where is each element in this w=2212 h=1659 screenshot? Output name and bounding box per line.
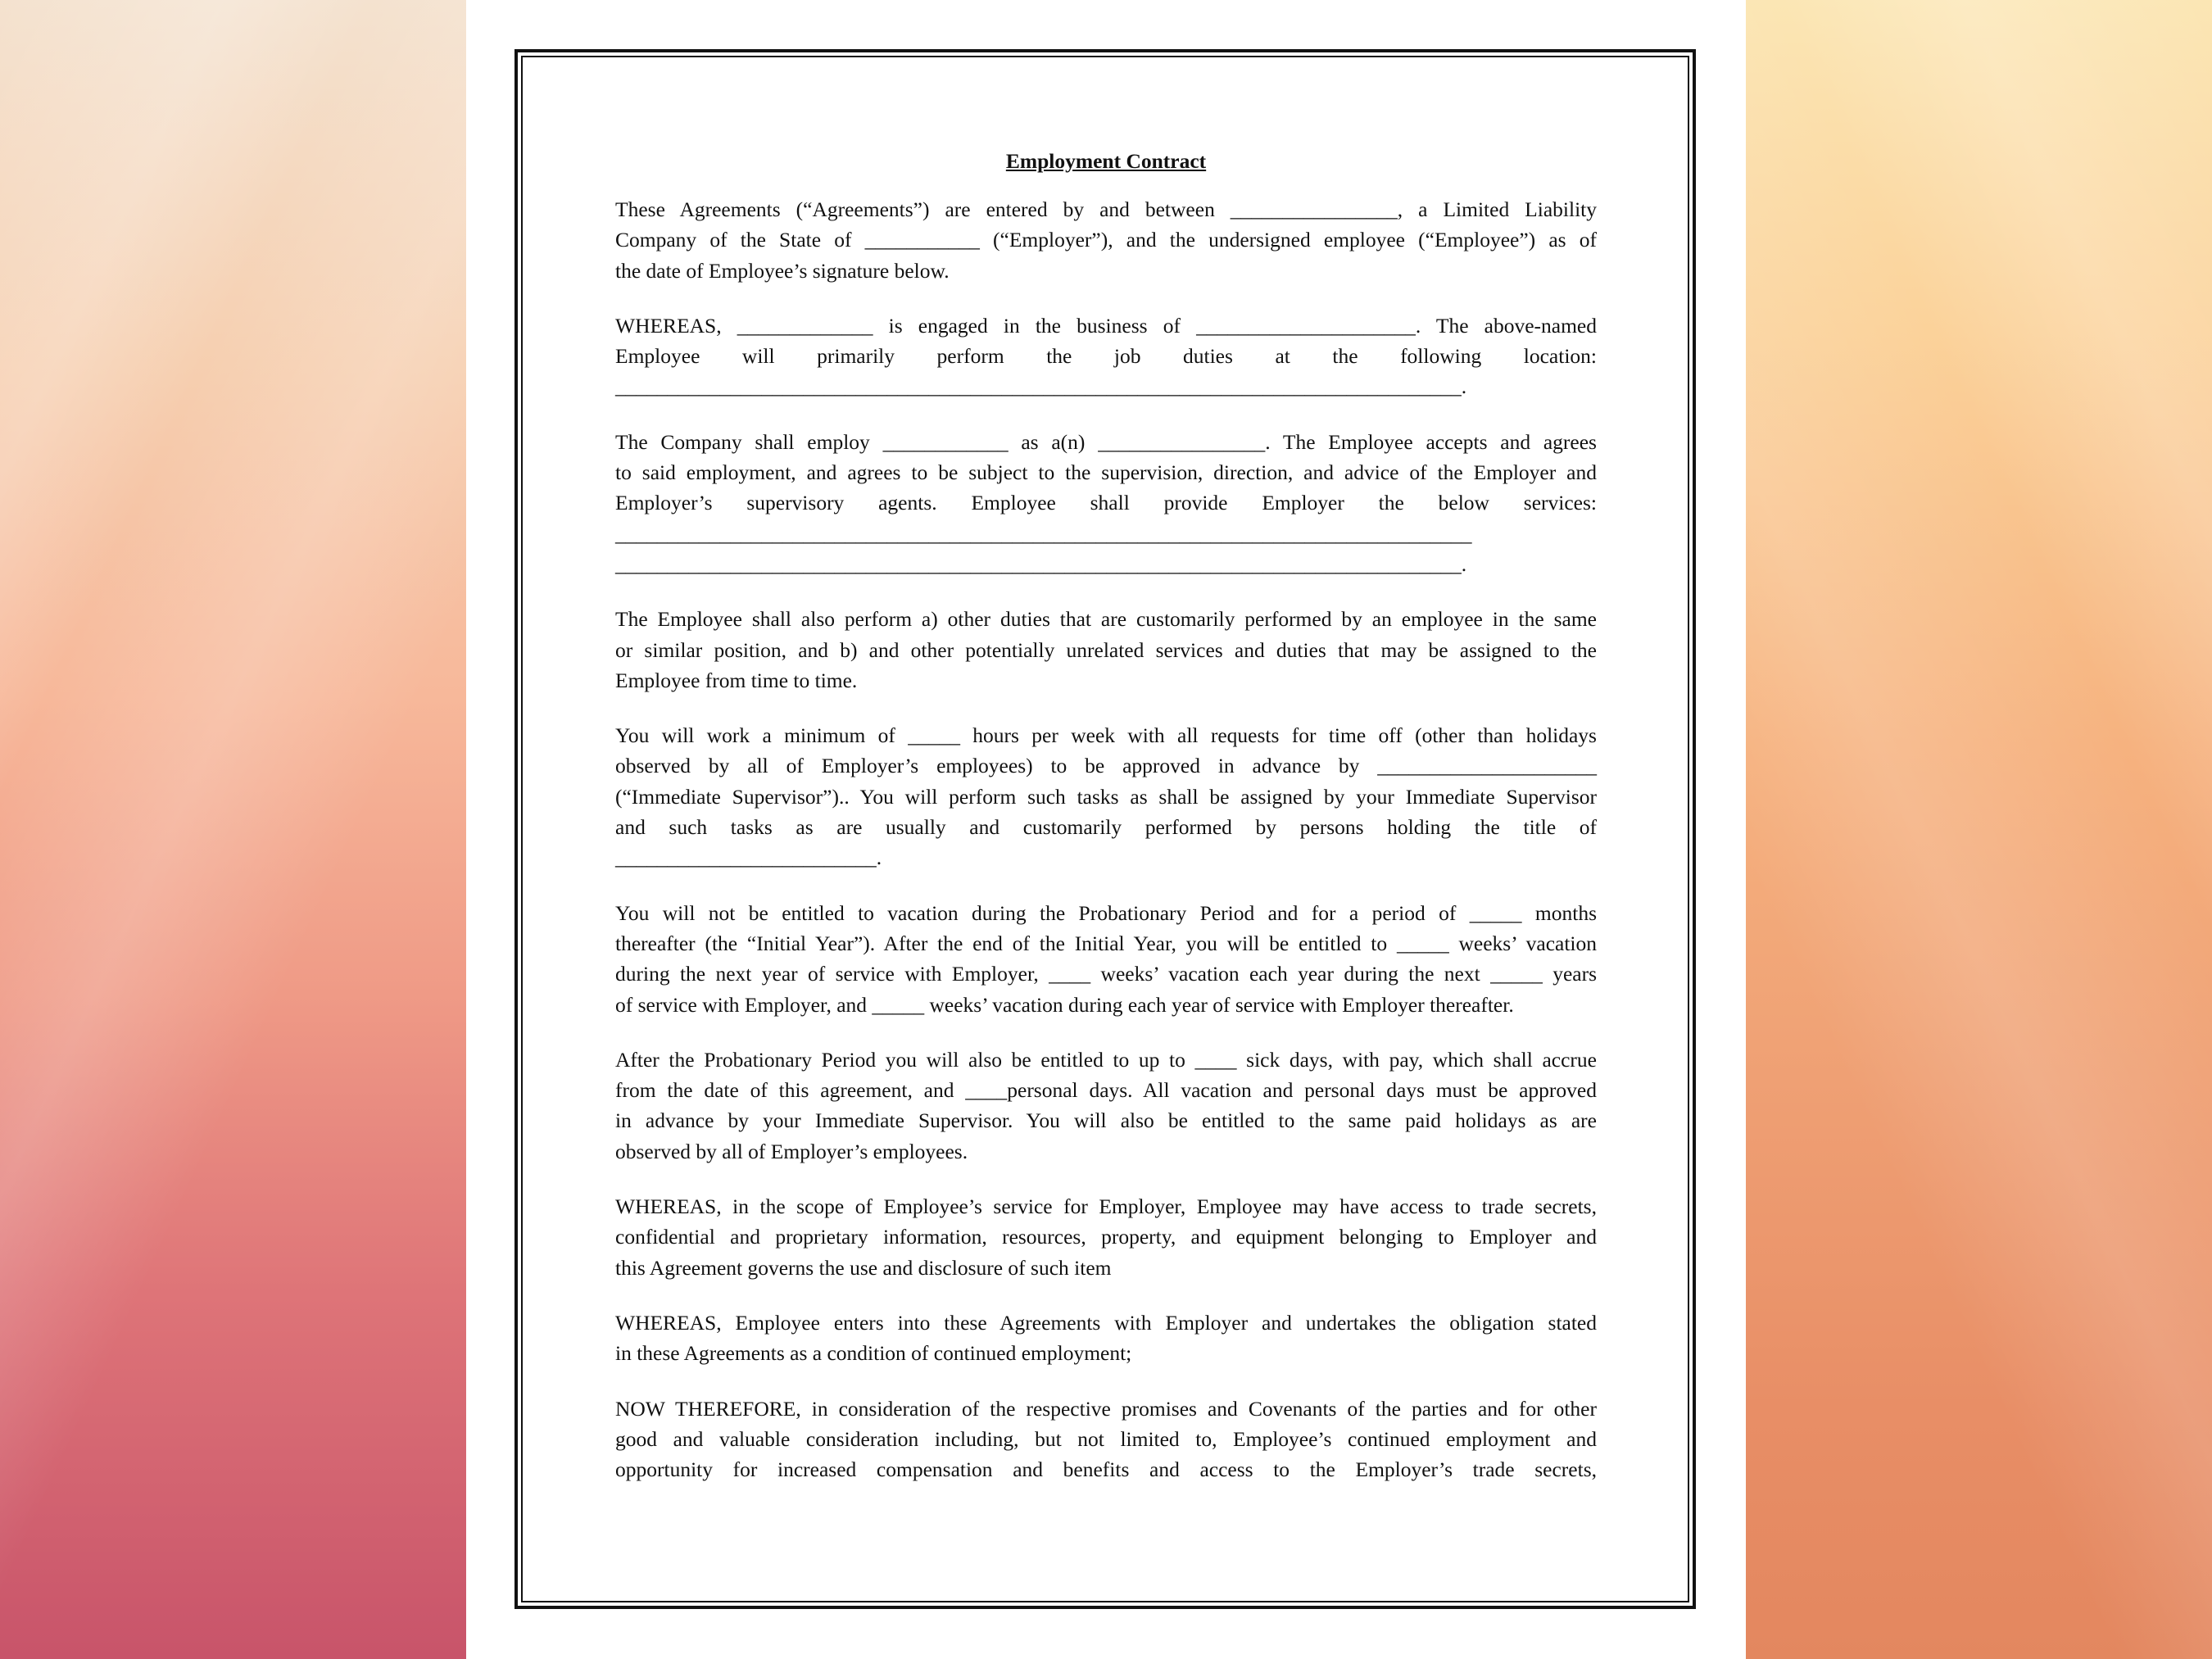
text-line: Company of the State of ___________ (“Employer”), and the undersigned employee (“Employee”) as of bbox=[615, 228, 1597, 252]
text-line: and such tasks as are usually and customarily performed by persons holding the title of bbox=[615, 815, 1597, 840]
text-line: in these Agreements as a condition of continued employment; bbox=[615, 1341, 1132, 1366]
paragraph-other-duties bbox=[615, 604, 1597, 696]
paragraph-vacation bbox=[615, 898, 1597, 1020]
text-line: The Employee shall also perform a) other duties that are customarily performed by an employee in the same bbox=[615, 607, 1597, 632]
text-line: observed by all of Employer’s employees) to be approved in advance by _____________________ bbox=[615, 754, 1597, 778]
document-body bbox=[615, 146, 1597, 1509]
text-line: Employee from time to time. bbox=[615, 668, 858, 692]
text-line: WHEREAS, Employee enters into these Agreements with Employer and undertakes the obligation stated bbox=[615, 1310, 1597, 1335]
paragraph-now-therefore bbox=[615, 1394, 1597, 1485]
text-line: _________________________________________________________________________________. bbox=[615, 551, 1467, 576]
paragraph-sick-days bbox=[615, 1045, 1597, 1167]
text-line: After the Probationary Period you will also be entitled to up to ____ sick days, with pay, which shall accrue bbox=[615, 1047, 1597, 1072]
text-line: good and valuable consideration including, but not limited to, Employee’s continued employment and bbox=[615, 1426, 1597, 1451]
text-line: opportunity for increased compensation and benefits and access to the Employer’s trade secrets, bbox=[615, 1457, 1597, 1482]
paragraph-parties bbox=[615, 194, 1597, 286]
text-line: You will work a minimum of _____ hours per week with all requests for time off (other than holidays bbox=[615, 723, 1597, 748]
text-line: in advance by your Immediate Supervisor. You will also be entitled to the same paid holidays as are bbox=[615, 1108, 1597, 1133]
text-line: from the date of this agreement, and ____personal days. All vacation and personal days must be approved bbox=[615, 1078, 1597, 1103]
paragraph-employment bbox=[615, 427, 1597, 579]
paragraph-whereas-business bbox=[615, 310, 1597, 402]
text-line: _________________________. bbox=[615, 845, 882, 870]
text-line: Employee will primarily perform the job duties at the following location: bbox=[615, 344, 1597, 369]
paragraph-hours bbox=[615, 720, 1597, 873]
text-line: NOW THEREFORE, in consideration of the respective promises and Covenants of the parties and for other bbox=[615, 1396, 1597, 1421]
text-line: WHEREAS, in the scope of Employee’s service for Employer, Employee may have access to trade secrets, bbox=[615, 1194, 1597, 1219]
text-line: to said employment, and agrees to be subject to the supervision, direction, and advice of the Employer and bbox=[615, 460, 1597, 485]
paragraph-whereas-obligation bbox=[615, 1308, 1597, 1369]
text-line: during the next year of service with Employer, ____ weeks’ vacation each year during the next _____ years bbox=[615, 962, 1597, 986]
text-line: (“Immediate Supervisor”).. You will perform such tasks as shall be assigned by your Immediate Supervisor bbox=[615, 784, 1597, 809]
text-line: The Company shall employ ____________ as a(n) ________________. The Employee accepts and agrees bbox=[615, 429, 1597, 454]
text-line: confidential and proprietary information, resources, property, and equipment belonging to Employer and bbox=[615, 1225, 1597, 1249]
text-line: _________________________________________________________________________________. bbox=[615, 374, 1467, 399]
text-line: These Agreements (“Agreements”) are entered by and between ________________, a Limited Liability bbox=[615, 197, 1597, 221]
paragraph-whereas-trade-secrets bbox=[615, 1191, 1597, 1283]
text-line: __________________________________________________________________________________ bbox=[615, 521, 1472, 546]
text-line: Employer’s supervisory agents. Employee shall provide Employer the below services: bbox=[615, 491, 1597, 515]
text-line: observed by all of Employer’s employees. bbox=[615, 1139, 968, 1163]
text-line: WHEREAS, _____________ is engaged in the business of _____________________. The above-named bbox=[615, 313, 1597, 338]
text-line: this Agreement governs the use and disclosure of such item bbox=[615, 1255, 1112, 1280]
document-title: Employment Contract bbox=[1005, 149, 1207, 173]
text-line: You will not be entitled to vacation during the Probationary Period and for a period of _____ months bbox=[615, 900, 1597, 925]
text-line: thereafter (the “Initial Year”). After the end of the Initial Year, you will be entitled to _____ weeks’ vacation bbox=[615, 931, 1597, 955]
text-line: the date of Employee’s signature below. bbox=[615, 258, 950, 283]
background-right bbox=[1746, 0, 2212, 1659]
background-left bbox=[0, 0, 467, 1659]
text-line: or similar position, and b) and other potentially unrelated services and duties that may be assigned to the bbox=[615, 637, 1597, 662]
text-line: of service with Employer, and _____ weeks’ vacation during each year of service with Employer thereafter. bbox=[615, 992, 1514, 1017]
